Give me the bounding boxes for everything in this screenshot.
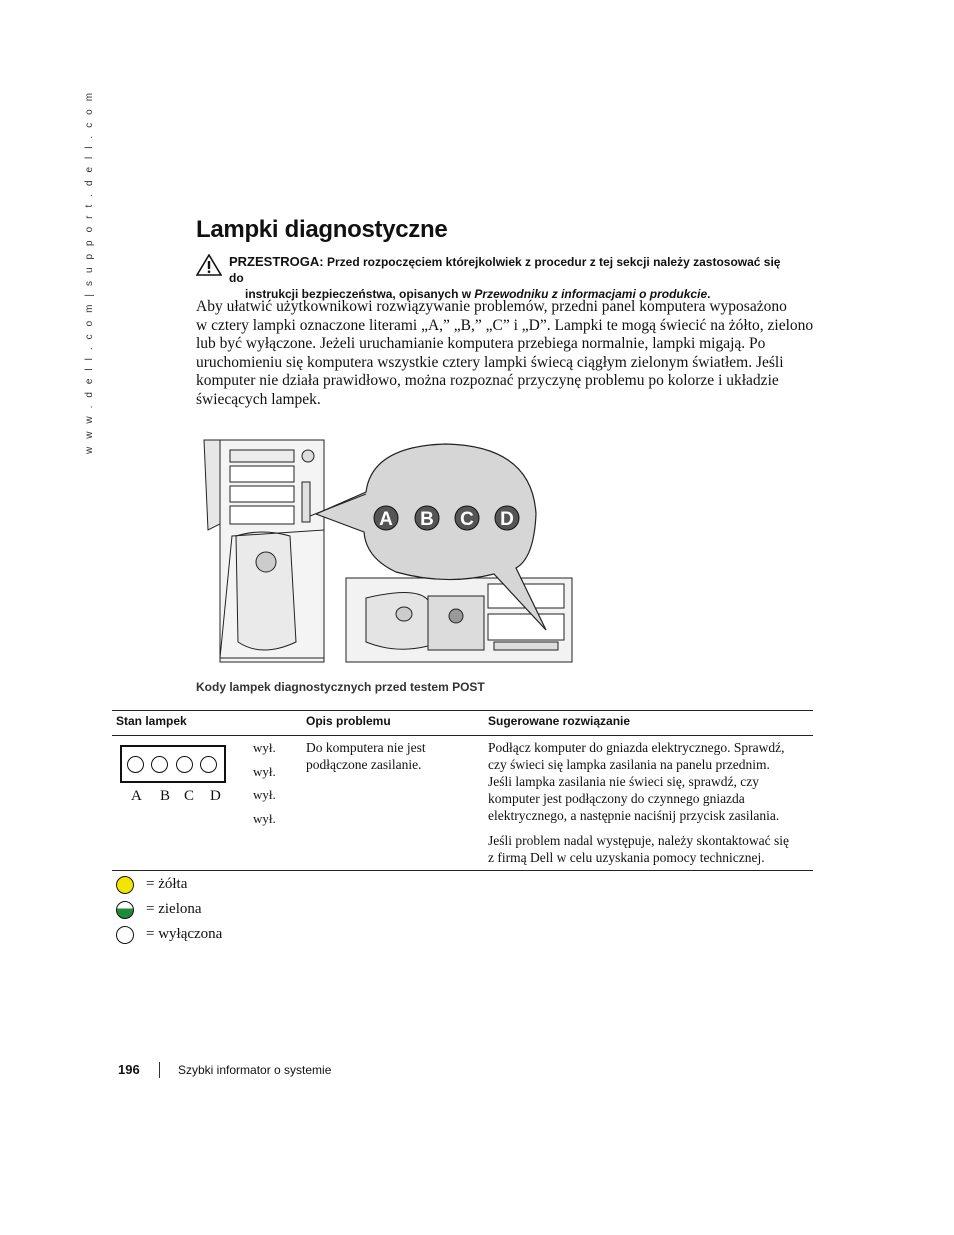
led-letter-d: D	[210, 788, 221, 804]
callout-letter-d: D	[500, 509, 514, 530]
footer-title: Szybki informator o systemie	[178, 1063, 332, 1077]
caution-text-end: .	[707, 287, 711, 301]
side-url: w w w . d e l l . c o m | s u p p o r t . d e l l . c o m	[84, 90, 95, 454]
solution-line: czy świeci się lampka zasilania na panelu przednim.	[488, 757, 770, 772]
para-line: Aby ułatwić użytkownikowi rozwiązywanie problemów, przedni panel komputera wyposażono	[196, 298, 787, 315]
footer-separator	[159, 1062, 160, 1078]
problem-line: Do komputera nie jest	[306, 740, 426, 755]
solution-line: Jeśli lampka zasilania nie świeci się, sprawdź, czy	[488, 774, 760, 789]
table-top-rule	[112, 710, 813, 711]
caution-text-1: Przed rozpoczęciem którejkolwiek z procedur z tej sekcji należy zastosować się do	[229, 255, 781, 285]
solution-line: Jeśli problem nadal występuje, należy skontaktować się	[488, 833, 790, 848]
header-led-state: Stan lampek	[116, 714, 187, 728]
computer-illustration	[196, 432, 578, 668]
para-line: uruchomieniu się komputera wszystkie cztery lampki świecą ciągłym zielonym światłem. Jeśli	[196, 353, 784, 371]
table-header-rule	[112, 735, 813, 736]
led-pattern-box	[120, 745, 226, 783]
para-line: lub być wyłączone. Jeżeli uruchamianie komputera przebiega normalnie, lampki migają. Po	[196, 335, 766, 353]
tower-computer	[204, 440, 324, 662]
para-line: komputer nie działa prawidłowo, można rozpoznać przyczynę problemu po kolorze i układzie	[196, 372, 779, 390]
para-line: w cztery lampki oznaczone literami „A,” „B,” „C” i „D”. Lampki te mogą świecić na żółto, zielono	[196, 316, 814, 334]
led-d	[200, 756, 217, 773]
intro-paragraph	[196, 298, 816, 410]
led-a	[127, 756, 144, 773]
figure-caption: Kody lampek diagnostycznych przed testem POST	[196, 680, 485, 694]
callout-letter-b: B	[420, 509, 434, 530]
legend-yellow-label: = żółta	[146, 876, 188, 892]
solution-line: elektrycznego, a następnie naciśnij przycisk zasilania.	[488, 808, 780, 823]
led-state-c: wył.	[253, 787, 276, 802]
caution-text-2: instrukcji bezpieczeństwa, opisanych w	[245, 287, 475, 301]
header-problem: Opis problemu	[306, 714, 391, 728]
solution-line: Podłącz komputer do gniazda elektrycznego. Sprawdź,	[488, 740, 785, 755]
led-b	[151, 756, 168, 773]
header-solution: Sugerowane rozwiązanie	[488, 714, 631, 728]
legend-off-label: = wyłączona	[146, 926, 223, 942]
page-title: Lampki diagnostyczne	[196, 216, 448, 243]
caution-block	[196, 254, 796, 302]
legend-green-label: = zielona	[146, 901, 202, 917]
led-letter-a: A	[131, 788, 142, 804]
callout-letter-a: A	[379, 509, 393, 530]
yellow-dot-icon	[116, 876, 134, 894]
callout-letter-c: C	[460, 509, 474, 530]
problem-line: podłączone zasilanie.	[306, 757, 422, 772]
page-number: 196	[118, 1062, 140, 1077]
problem-description	[306, 739, 476, 773]
led-state-a: wył.	[253, 740, 276, 755]
led-state-d: wył.	[253, 811, 276, 826]
led-letter-b: B	[160, 788, 171, 804]
caution-label: PRZESTROGA:	[229, 254, 324, 269]
warning-icon	[196, 254, 222, 276]
led-c	[176, 756, 193, 773]
para-line: świecących lampek.	[196, 390, 321, 408]
solution-line: z firmą Dell w celu uzyskania pomocy technicznej.	[488, 850, 765, 865]
off-dot-icon	[116, 926, 134, 944]
solution-text	[488, 739, 813, 866]
led-state-b: wył.	[253, 764, 276, 779]
caution-doc-title: Przewodniku z informacjami o produkcie	[474, 287, 708, 301]
solution-line: komputer jest podłączony do czynnego gniazda	[488, 791, 745, 806]
table-bottom-rule	[112, 870, 813, 871]
led-letter-c: C	[184, 788, 195, 804]
green-dot-icon	[116, 901, 134, 919]
